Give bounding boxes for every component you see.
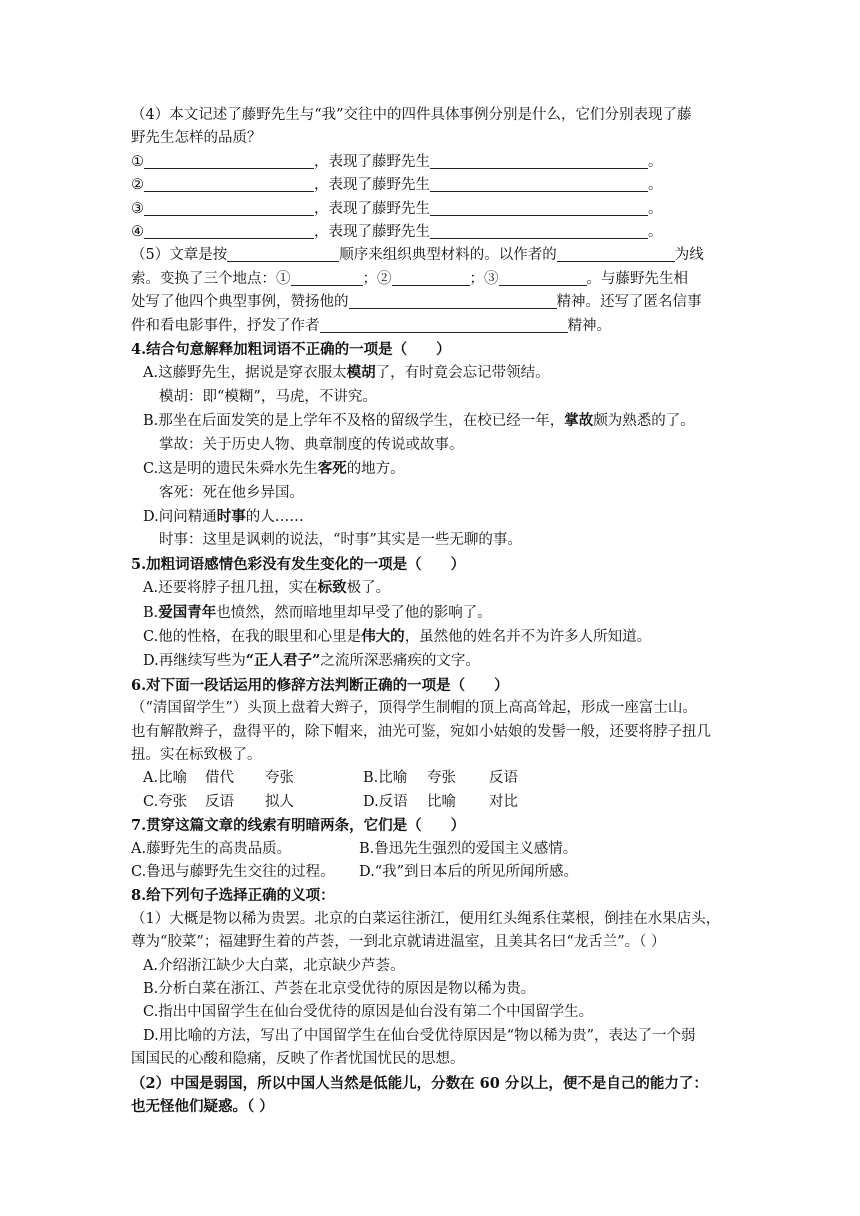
q4-option-b: B.那坐在后面发笑的是上学年不及格的留级学生，在校已经一年，掌故颇为熟悉的了。 bbox=[143, 412, 695, 430]
part5-line2 bbox=[131, 268, 731, 291]
q7-options-row bbox=[131, 861, 731, 884]
q7-option-c: C.鲁迅与藤野先生交往的过程。 bbox=[131, 864, 335, 880]
q8-sentence-2: 也无怪他们疑惑。（ ） bbox=[131, 1098, 274, 1116]
q4-option-c: C.这是明的遗民朱舜水先生客死的地方。 bbox=[143, 460, 405, 478]
row-number: ② bbox=[131, 177, 144, 194]
q4-note-c: 客死：死在他乡异国。 bbox=[159, 484, 304, 501]
q6-option-b-term: 反语 bbox=[489, 770, 518, 787]
row-end: 。 bbox=[648, 177, 663, 194]
part5-text: 处写了他四个典型事例，赞扬他的 bbox=[131, 294, 349, 311]
q6-option-d-term: 对比 bbox=[489, 793, 518, 810]
q6-passage-line: 扭。实在标致极了。 bbox=[131, 746, 262, 763]
q6-passage-line: （“清国留学生”）头顶上盘着大辫子，顶得学生制帽的顶上高高耸起，形成一座富士山。 bbox=[131, 700, 697, 717]
row-end: 。 bbox=[648, 200, 663, 217]
q6-option-a-term: 夸张 bbox=[265, 770, 294, 787]
q7-options-row bbox=[131, 838, 731, 861]
q8-option-c: C.指出中国留学生在仙台受优待的原因是仙台没有第二个中国留学生。 bbox=[143, 1004, 594, 1021]
answer-blank[interactable] bbox=[349, 293, 557, 309]
q8-sentence-1: （1）大概是物以稀为贵罢。北京的白菜运往浙江，便用红头绳系住菜根，倒挂在水果店头， bbox=[131, 910, 721, 927]
answer-blank[interactable] bbox=[227, 246, 339, 262]
q8-sentence-1: 尊为“胶菜”；福建野生着的芦荟，一到北京就请进温室，且美其名曰“龙舌兰”。（ ） bbox=[131, 934, 666, 951]
part5-text: ；③ bbox=[469, 270, 499, 287]
q6-options-row bbox=[131, 767, 731, 790]
part4-row bbox=[131, 151, 731, 174]
part5-text: 件和看电影事件，抒发了作者 bbox=[131, 317, 320, 334]
answer-blank[interactable] bbox=[144, 176, 314, 192]
q4-option-a: A.这藤野先生，据说是穿衣服太模胡了，有时竟会忘记带领结。 bbox=[143, 364, 550, 382]
part5-text: 索。变换了三个地点：① bbox=[131, 270, 291, 287]
part5-text: 顺序来组织典型材料的。以作者的 bbox=[339, 247, 557, 264]
part5-text: 为线 bbox=[674, 247, 704, 264]
row-text: ，表现了藤野先生 bbox=[314, 177, 430, 194]
q4-option-d: D.问问精通时事的人…… bbox=[143, 507, 304, 525]
q4-note-a: 模胡：即“模糊”，马虎，不讲究。 bbox=[159, 388, 377, 405]
answer-blank[interactable] bbox=[430, 153, 648, 169]
row-number: ④ bbox=[131, 224, 144, 241]
part5-line4 bbox=[131, 315, 731, 338]
question-4-title: 4.结合句意解释加粗词语不正确的一项是（ ） bbox=[131, 341, 451, 359]
q-part4-line2: 野先生怎样的品质？ bbox=[131, 130, 262, 147]
part4-row bbox=[131, 174, 731, 197]
question-8-title: 8.给下列句子选择正确的义项： bbox=[131, 887, 335, 905]
part5-line3 bbox=[131, 291, 731, 314]
q8-sentence-2: （2）中国是弱国，所以中国人当然是低能儿，分数在 60 分以上，便不是自己的能力了： bbox=[131, 1074, 708, 1092]
q8-option-a: A.介绍浙江缺少大白菜，北京缺少芦荟。 bbox=[143, 957, 405, 974]
answer-blank[interactable] bbox=[499, 270, 587, 286]
answer-blank[interactable] bbox=[144, 153, 314, 169]
q4-note-d: 时事：这里是讽刺的说法，“时事”其实是一些无聊的事。 bbox=[159, 532, 522, 549]
row-number: ③ bbox=[131, 200, 144, 217]
q-part4-line1: （4）本文记述了藤野先生与“我”交往中的四件具体事例分别是什么，它们分别表现了藤 bbox=[131, 107, 692, 123]
q6-option-d-term: 比喻 bbox=[427, 793, 456, 810]
q5-option-a: A.还要将脖子扭几扭，实在标致极了。 bbox=[143, 579, 391, 597]
answer-blank[interactable] bbox=[144, 223, 314, 239]
document-content bbox=[131, 104, 731, 1118]
row-text: ，表现了藤野先生 bbox=[314, 200, 430, 217]
q8-option-d-cont: 国国民的心酸和隐痛，反映了作者忧国忧民的思想。 bbox=[131, 1051, 465, 1068]
answer-blank[interactable] bbox=[144, 200, 314, 216]
row-number: ① bbox=[131, 153, 144, 170]
row-end: 。 bbox=[648, 224, 663, 241]
answer-blank[interactable] bbox=[557, 246, 675, 262]
q6-option-b: B.比喻 bbox=[363, 770, 408, 787]
q5-option-b: B.爱国青年也愤然，然而暗地里却早受了他的影响了。 bbox=[143, 603, 492, 621]
row-end: 。 bbox=[648, 153, 663, 170]
q8-option-d: D.用比喻的方法，写出了中国留学生在仙台受优待原因是“物以稀为贵”，表达了一个弱 bbox=[143, 1027, 696, 1044]
part5-line1 bbox=[131, 244, 731, 267]
answer-blank[interactable] bbox=[320, 317, 568, 333]
part5-text: 。与藤野先生相 bbox=[586, 270, 688, 287]
question-6-title: 6.对下面一段话运用的修辞方法判断正确的一项是（ ） bbox=[131, 676, 509, 694]
part5-text: （5）文章是按 bbox=[131, 247, 228, 264]
answer-blank[interactable] bbox=[291, 270, 363, 286]
q6-option-d: D.反语 bbox=[363, 793, 408, 810]
q7-option-b: B.鲁迅先生强烈的爱国主义感情。 bbox=[359, 840, 578, 857]
q6-option-a-term: 借代 bbox=[205, 770, 234, 787]
q6-option-c-term: 拟人 bbox=[265, 793, 294, 810]
part5-text: 精神。还写了匿名信事 bbox=[556, 294, 702, 311]
question-5-title: 5.加粗词语感情色彩没有发生变化的一项是（ ） bbox=[131, 555, 466, 573]
q6-option-a: A.比喻 bbox=[143, 770, 188, 787]
part5-text: ；② bbox=[362, 270, 392, 287]
q5-option-c: C.他的性格，在我的眼里和心里是伟大的，虽然他的姓名并不为许多人所知道。 bbox=[143, 627, 652, 645]
question-7-title: 7.贯穿这篇文章的线索有明暗两条，它们是（ ） bbox=[131, 817, 466, 835]
row-text: ，表现了藤野先生 bbox=[314, 153, 430, 170]
q6-option-b-term: 夸张 bbox=[427, 770, 456, 787]
part4-row bbox=[131, 198, 731, 221]
part5-text: 精神。 bbox=[567, 317, 611, 334]
q8-option-b: B.分析白菜在浙江、芦荟在北京受优待的原因是物以稀为贵。 bbox=[143, 981, 536, 998]
q6-passage-line: 也有解散辫子，盘得平的，除下帽来，油光可鉴，宛如小姑娘的发髻一般，还要将脖子扭几 bbox=[131, 723, 711, 740]
q6-options-row bbox=[131, 791, 731, 814]
answer-blank[interactable] bbox=[392, 270, 470, 286]
q4-note-b: 掌故：关于历史人物、典章制度的传说或故事。 bbox=[159, 436, 464, 453]
q7-option-a: A.藤野先生的高贵品质。 bbox=[131, 840, 292, 857]
row-text: ，表现了藤野先生 bbox=[314, 224, 430, 241]
answer-blank[interactable] bbox=[430, 223, 648, 239]
part4-row bbox=[131, 221, 731, 244]
q6-option-c: C.夸张 bbox=[143, 793, 188, 810]
q6-option-c-term: 反语 bbox=[205, 793, 234, 810]
answer-blank[interactable] bbox=[430, 200, 648, 216]
q5-option-d: D.再继续写些为“正人君子”之流所深恶痛疾的文字。 bbox=[143, 652, 480, 670]
q7-option-d: D.“我”到日本后的所见所闻所感。 bbox=[359, 864, 579, 880]
answer-blank[interactable] bbox=[430, 176, 648, 192]
